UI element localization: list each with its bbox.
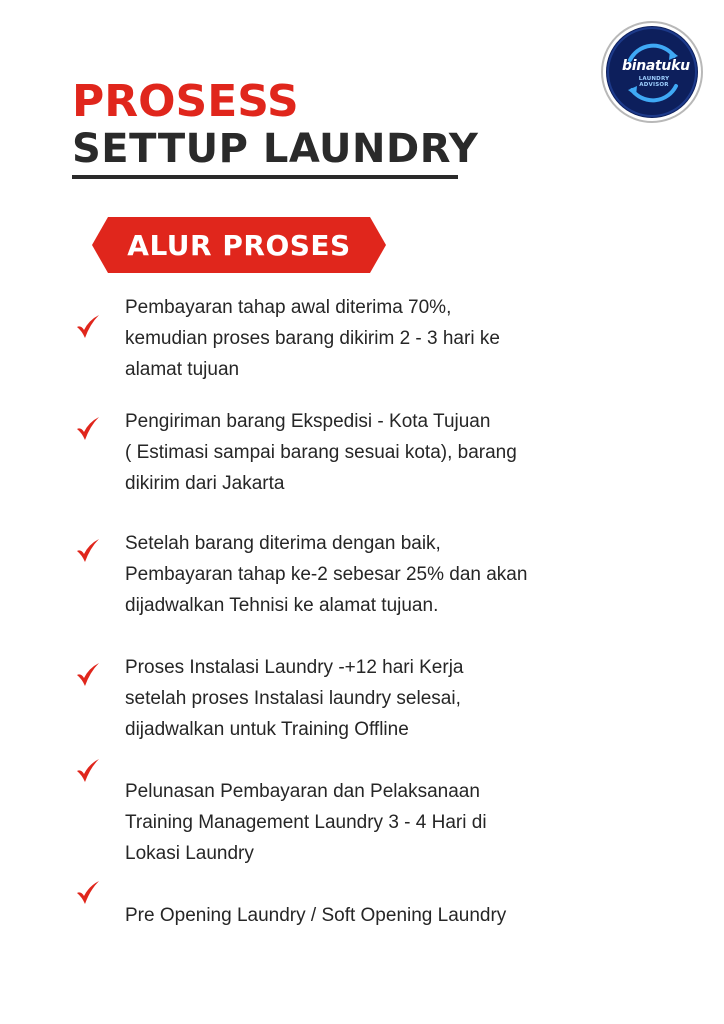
process-step-line: Proses Instalasi Laundry -+12 hari Kerja xyxy=(125,657,464,678)
section-banner xyxy=(92,217,386,273)
process-step-line: Training Management Laundry 3 - 4 Hari di xyxy=(125,812,487,833)
checkmark-icon xyxy=(74,660,102,688)
process-step-line: Setelah barang diterima dengan baik, xyxy=(125,533,441,554)
process-step-line: ( Estimasi sampai barang sesuai kota), barang xyxy=(125,442,517,463)
process-step-line: dijadwalkan Tehnisi ke alamat tujuan. xyxy=(125,595,439,616)
checkmark-icon xyxy=(74,414,102,442)
process-step-line: Pengiriman barang Ekspedisi - Kota Tujuan xyxy=(125,411,491,432)
process-step-text xyxy=(125,900,605,931)
checkmark-icon xyxy=(74,312,102,340)
checkmark-icon xyxy=(74,536,102,564)
process-step-line: Pembayaran tahap ke-2 sebesar 25% dan akan xyxy=(125,564,528,585)
checkmark-icon xyxy=(74,878,102,906)
title-underline xyxy=(72,175,458,179)
process-step-text xyxy=(125,406,605,499)
logo-brand-text: binatuku xyxy=(622,58,690,74)
process-step-text xyxy=(125,528,605,621)
page-title-line-1: PROSESS xyxy=(72,76,299,127)
process-step-line: Pembayaran tahap awal diterima 70%, xyxy=(125,297,452,318)
process-step-line: dikirim dari Jakarta xyxy=(125,473,285,494)
process-step-text xyxy=(125,776,605,869)
process-step-line: Lokasi Laundry xyxy=(125,843,254,864)
process-step-text xyxy=(125,292,605,385)
process-step-line: Pelunasan Pembayaran dan Pelaksanaan xyxy=(125,781,480,802)
process-step-line: Pre Opening Laundry / Soft Opening Laundry xyxy=(125,905,507,926)
process-step-text xyxy=(125,652,605,745)
binatuku-logo xyxy=(600,20,704,124)
process-step-line: setelah proses Instalasi laundry selesai, xyxy=(125,688,461,709)
logo-tagline: LAUNDRY ADVISOR xyxy=(638,76,670,88)
process-step-line: dijadwalkan untuk Training Offline xyxy=(125,719,409,740)
process-step-line: kemudian proses barang dikirim 2 - 3 hari ke xyxy=(125,328,500,349)
checkmark-icon xyxy=(74,756,102,784)
page-title-line-2: SETTUP LAUNDRY xyxy=(72,126,479,172)
process-step-line: alamat tujuan xyxy=(125,359,240,380)
section-banner-label: ALUR PROSES xyxy=(127,228,351,262)
